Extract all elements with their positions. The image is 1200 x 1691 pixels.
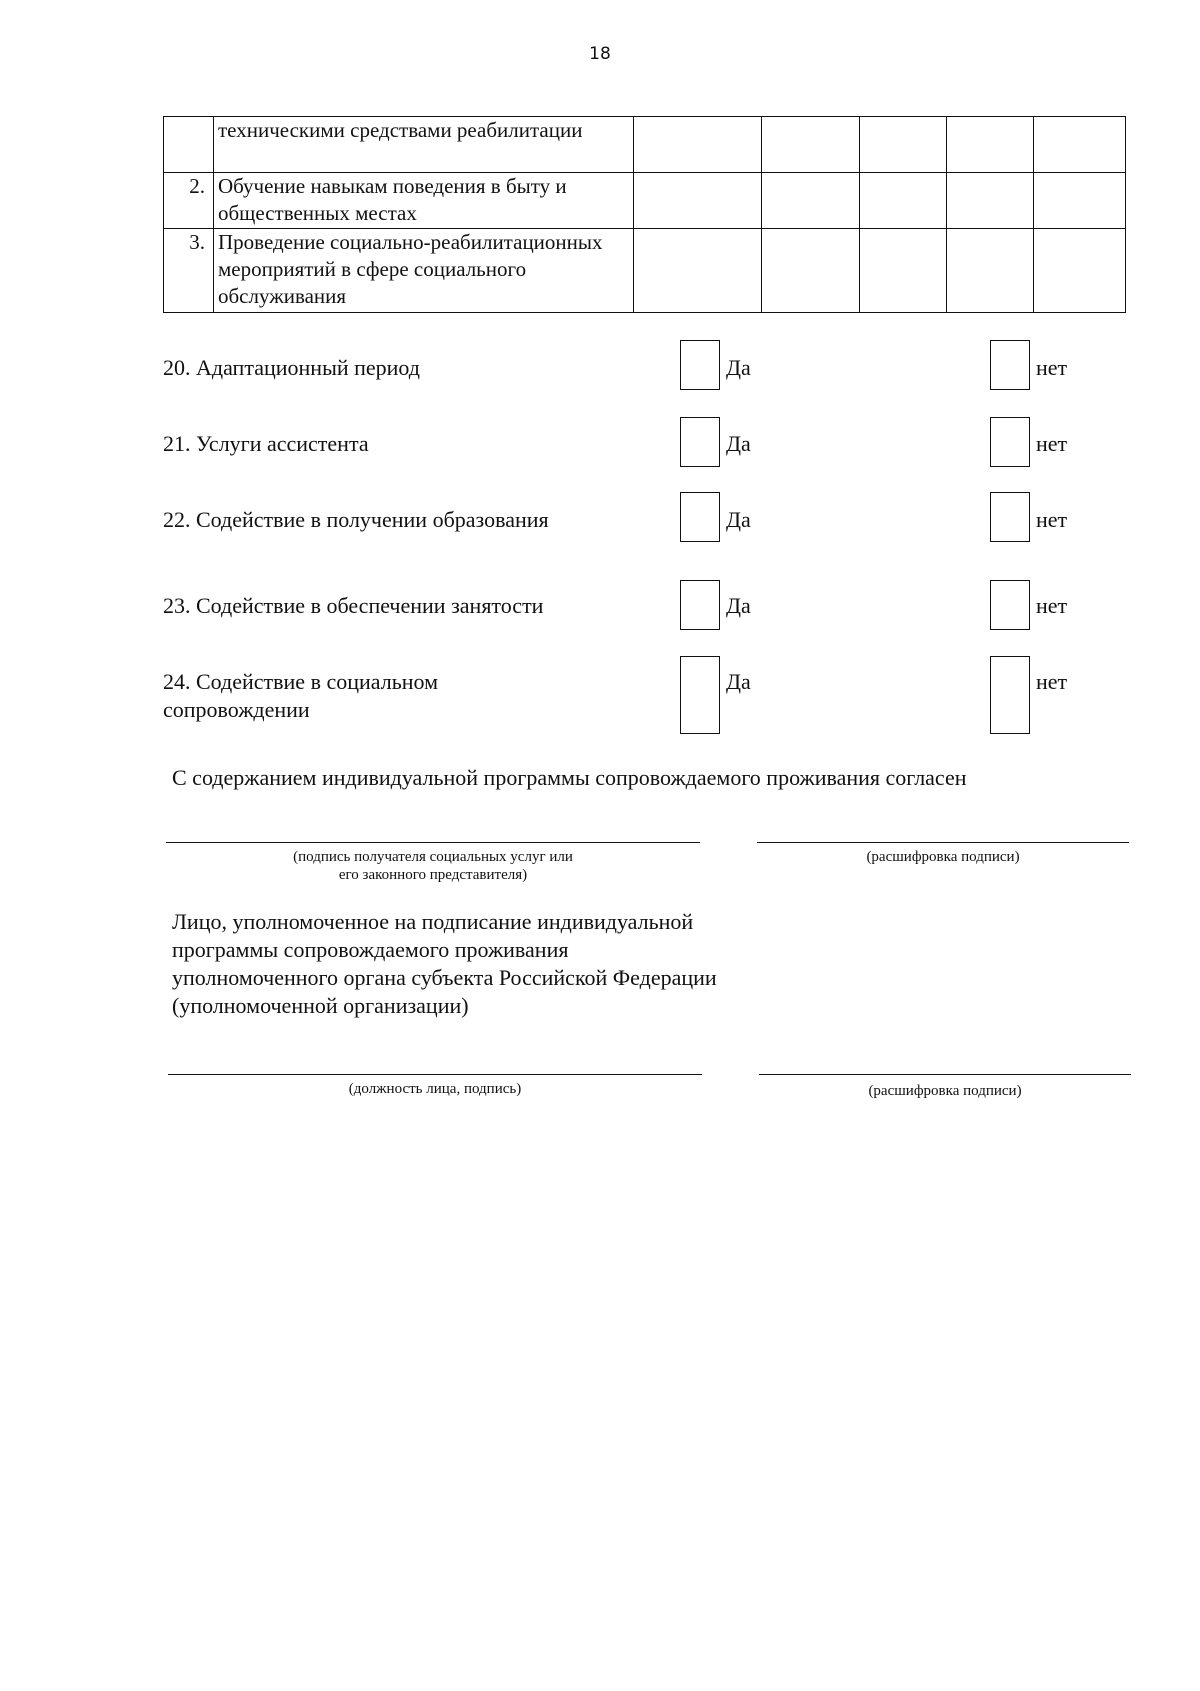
- table-cell: [1034, 173, 1126, 229]
- row-service-text: Обучение навыкам поведения в быту и общественных местах: [214, 173, 634, 229]
- table-row: [164, 229, 1126, 313]
- yes-label: Да: [726, 593, 751, 618]
- no-label: нет: [1036, 669, 1068, 694]
- no-checkbox[interactable]: [990, 417, 1030, 467]
- official-signature-caption: (должность лица, подпись): [348, 1081, 522, 1097]
- yes-label: Да: [726, 355, 751, 380]
- authorized-line: программы сопровождаемого проживания: [172, 937, 569, 962]
- official-name-caption: (расшифровка подписи): [868, 1083, 1022, 1099]
- question-label: 21. Услуги ассистента: [163, 431, 369, 456]
- agreement-text: С содержанием индивидуальной программы сопровождаемого проживания согласен: [172, 765, 967, 790]
- yes-checkbox[interactable]: [680, 417, 720, 467]
- table-cell: [1034, 229, 1126, 313]
- services-table: [163, 116, 1126, 313]
- question-label: 22. Содействие в получении образования: [163, 507, 549, 532]
- authorized-line: (уполномоченной организации): [172, 993, 469, 1018]
- row-service-text: техническими средствами реабилитации: [214, 117, 634, 173]
- no-checkbox[interactable]: [990, 492, 1030, 542]
- no-label: нет: [1036, 431, 1068, 456]
- recipient-name-caption: (расшифровка подписи): [866, 849, 1020, 865]
- authorized-line: Лицо, уполномоченное на подписание индивидуальной: [172, 909, 694, 934]
- table-cell: [947, 173, 1034, 229]
- no-label: нет: [1036, 593, 1068, 618]
- recipient-name-line[interactable]: [757, 842, 1129, 843]
- table-cell: [947, 117, 1034, 173]
- row-number: 2.: [164, 173, 214, 229]
- table-cell: [860, 117, 947, 173]
- official-name-line[interactable]: [759, 1074, 1131, 1075]
- table-cell: [762, 173, 860, 229]
- table-cell: [860, 173, 947, 229]
- table-row: [164, 173, 1126, 229]
- row-number: 3.: [164, 229, 214, 313]
- table-cell: [634, 173, 762, 229]
- question-label: 20. Адаптационный период: [163, 355, 420, 380]
- caption-line: (подпись получателя социальных услуг или: [293, 849, 573, 865]
- official-signature-line[interactable]: [168, 1074, 702, 1075]
- table-cell: [762, 229, 860, 313]
- no-checkbox[interactable]: [990, 656, 1030, 734]
- row-service-text: Проведение социально-реабилитационных мероприятий в сфере социального обслуживания: [214, 229, 634, 313]
- caption-line: его законного представителя): [338, 867, 528, 883]
- yes-checkbox[interactable]: [680, 492, 720, 542]
- yes-checkbox[interactable]: [680, 580, 720, 630]
- yes-checkbox[interactable]: [680, 656, 720, 734]
- table-cell: [860, 229, 947, 313]
- authorized-person-text: [172, 908, 872, 1020]
- yes-checkbox[interactable]: [680, 340, 720, 390]
- no-checkbox[interactable]: [990, 580, 1030, 630]
- table-cell: [634, 117, 762, 173]
- yes-label: Да: [726, 507, 751, 532]
- no-label: нет: [1036, 355, 1068, 380]
- question-label: 23. Содействие в обеспечении занятости: [163, 593, 544, 618]
- row-number: [164, 117, 214, 173]
- no-label: нет: [1036, 507, 1068, 532]
- table-row: [164, 117, 1126, 173]
- yes-label: Да: [726, 669, 751, 694]
- no-checkbox[interactable]: [990, 340, 1030, 390]
- table-cell: [762, 117, 860, 173]
- table-cell: [947, 229, 1034, 313]
- table-cell: [634, 229, 762, 313]
- recipient-signature-line[interactable]: [166, 842, 700, 843]
- page-number: 18: [589, 44, 611, 64]
- table-cell: [1034, 117, 1126, 173]
- yes-label: Да: [726, 431, 751, 456]
- authorized-line: уполномоченного органа субъекта Российской Федерации: [172, 965, 717, 990]
- recipient-signature-caption: [166, 848, 700, 884]
- question-label: 24. Содействие в социальном сопровождении: [163, 669, 439, 722]
